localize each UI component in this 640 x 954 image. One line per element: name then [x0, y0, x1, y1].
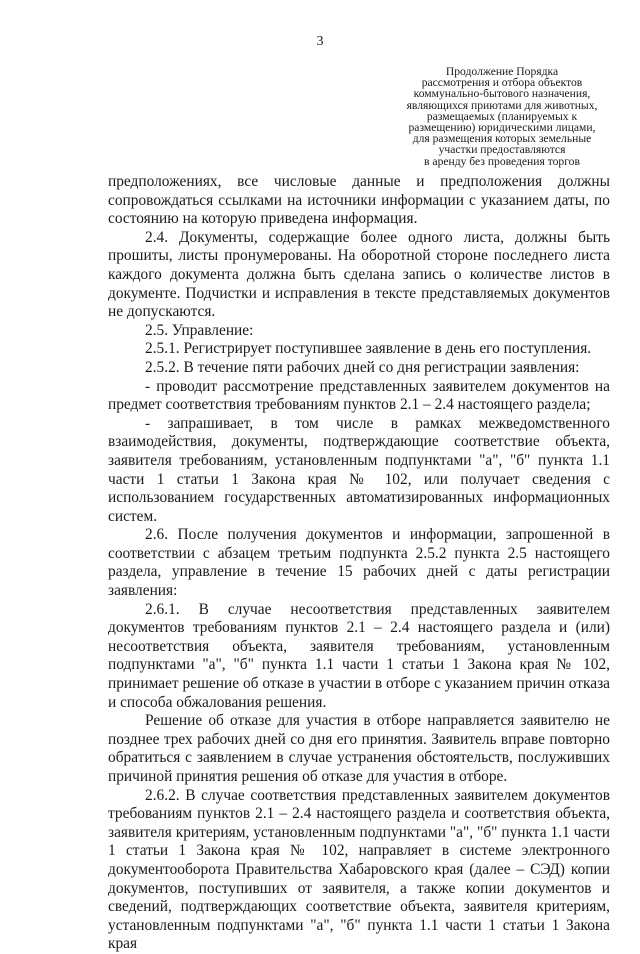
header-note-line: размещаемых (планируемых к	[426, 109, 578, 123]
header-note-line: в аренду без проведения торгов	[424, 154, 580, 168]
header-note-line: участки предоставляются	[438, 143, 566, 157]
paragraph-continuation: предположениях, все числовые данные и предположения должны сопровождаться ссылками на источники информации с указанием даты, по состоянию на которую приведена информация.	[108, 173, 610, 228]
paragraph-2-6-2: 2.6.2. В случае соответствия представленных заявителем документов требованиям пунктов 2.1 – 2.4 настоящего раздела и соответствия объекта, заявителя критериям, установленным подпунктами "а", "б" пункта 1.1 части 1 статьи 1 Закона края № 102, направляет в системе электронного документооборота Правительства Хабаровского края (далее – СЭД) копии документов, поступивших от заявителя, а также копии документов и сведений, подтверждающих соответствие объекта, заявителя критериям, установленным подпунктами "а", "б" пункта 1.1 части 1 статьи 1 Закона края	[108, 786, 610, 953]
header-note-line: являющихся приютами для животных,	[406, 98, 598, 112]
paragraph-2-5-1: 2.5.1. Регистрирует поступившее заявление в день его поступления.	[145, 340, 592, 358]
paragraph-2-6: 2.6. После получения документов и информации, запрошенной в соответствии с абзацем третьим подпункта 2.5.2 пункта 2.5 настоящего раздела, управление в течение 15 рабочих дней с даты регистрации заявления:	[108, 526, 610, 600]
header-note-line: коммунально-бытового назначения,	[413, 87, 591, 101]
paragraph-2-6-1-notice: Решение об отказе для участия в отборе направляется заявителю не позднее трех рабочих дней со дня его принятия. Заявитель вправе повторно обратиться с заявлением в случае устранения обстоятельств, послуживших причиной принятия решения об отказе для участия в отборе.	[108, 712, 610, 785]
page-number: 3	[316, 34, 324, 49]
paragraph-2-5-2-item-1: - проводит рассмотрение представленных заявителем документов на предмет соответствия требованиям пунктов 2.1 – 2.4 настоящего раздела;	[108, 377, 610, 414]
header-note-line: Продолжение Порядка	[445, 65, 559, 78]
body-text	[108, 173, 610, 954]
paragraph-2-5-2: 2.5.2. В течение пяти рабочих дней со дня регистрации заявления:	[145, 358, 580, 376]
header-note-line: размещению) юридическими лицами,	[408, 121, 596, 135]
header-note-line: для размещения которых земельные	[412, 132, 592, 146]
paragraph-2-5-2-item-2: - запрашивает, в том числе в рамках межведомственного взаимодействия, документы, подтверждающие соответствие объекта, заявителя требованиям, установленным подпунктами "а", "б" пункта 1.1 части 1 статьи 1 Закона края № 102, или получает сведения с использованием государственных автоматизированных информационных систем.	[108, 414, 610, 525]
paragraph-2-5: 2.5. Управление:	[145, 321, 254, 339]
header-note-line: рассмотрения и отбора объектов	[421, 76, 583, 90]
paragraph-2-6-1: 2.6.1. В случае несоответствия представленных заявителем документов требованиям пунктов 2.1 – 2.4 настоящего раздела и (или) несоответствия объекта, заявителя требованиям, установленным подпунктами "а", "б" пункта 1.1 части 1 статьи 1 Закона края № 102, принимает решение об отказе в участии в отборе с указанием причин отказа и способа обжалования решения.	[108, 600, 610, 711]
paragraph-2-4: 2.4. Документы, содержащие более одного листа, должны быть прошиты, листы пронумерованы. На оборотной стороне последнего листа каждого документа должна быть сделана запись о количестве листов в документе. Подчистки и исправления в тексте представляемых документов не допускаются.	[108, 228, 610, 321]
header-note	[386, 66, 618, 167]
